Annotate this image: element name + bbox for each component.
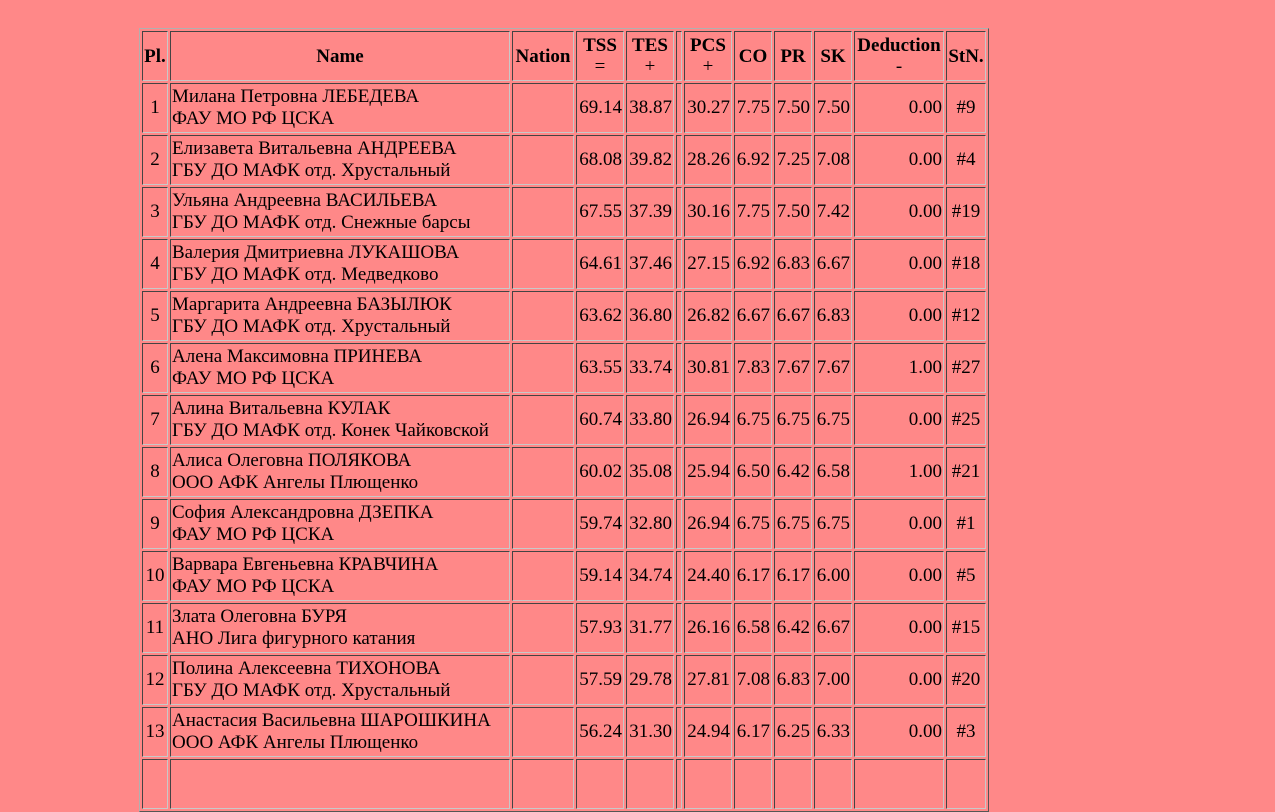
skater-club: АНО Лига фигурного катания (172, 628, 416, 649)
header-row (142, 31, 986, 81)
table-row (142, 759, 986, 809)
start-number-cell: #20 (946, 655, 986, 705)
tes-cell: 31.77 (626, 603, 674, 653)
table-row (142, 291, 986, 341)
start-number-cell: #3 (946, 707, 986, 757)
skater-name: Злата Олеговна БУРЯ (172, 606, 347, 627)
skater-name: Алиса Олеговна ПОЛЯКОВА (172, 450, 412, 471)
place-cell: 5 (142, 291, 168, 341)
skater-cell (170, 239, 510, 289)
tes-cell: 29.78 (626, 655, 674, 705)
sk-cell: 7.00 (814, 655, 852, 705)
pr-cell: 6.42 (774, 603, 812, 653)
nation-cell (512, 499, 574, 549)
pcs-cell: 27.81 (684, 655, 732, 705)
tes-cell: 33.74 (626, 343, 674, 393)
tss-cell: 69.14 (576, 83, 624, 133)
deduction-cell: 0.00 (854, 707, 944, 757)
table-row (142, 551, 986, 601)
header-gap (676, 31, 682, 81)
results-table-container (139, 28, 989, 812)
place-cell: 12 (142, 655, 168, 705)
start-number-cell: #4 (946, 135, 986, 185)
nation-cell (512, 135, 574, 185)
tss-cell: 67.55 (576, 187, 624, 237)
sk-cell: 6.33 (814, 707, 852, 757)
tes-cell: 38.87 (626, 83, 674, 133)
skater-name: Алена Максимовна ПРИНЕВА (172, 346, 423, 367)
tes-cell: 37.39 (626, 187, 674, 237)
skater-club: ГБУ ДО МАФК отд. Конек Чайковской (172, 420, 489, 441)
pcs-cell: 28.26 (684, 135, 732, 185)
tes-cell: 31.30 (626, 707, 674, 757)
deduction-cell: 0.00 (854, 499, 944, 549)
deduction-cell: 0.00 (854, 291, 944, 341)
header-start-number: StN. (946, 31, 986, 81)
co-cell: 7.83 (734, 343, 772, 393)
skater-cell (170, 707, 510, 757)
place-cell: 1 (142, 83, 168, 133)
results-table (139, 28, 989, 812)
header-pr: PR (774, 31, 812, 81)
skater-name: Маргарита Андреевна БАЗЫЛЮК (172, 294, 452, 315)
pr-cell: 6.83 (774, 239, 812, 289)
skater-cell (170, 655, 510, 705)
table-row (142, 707, 986, 757)
tss-cell: 60.02 (576, 447, 624, 497)
gap-cell (676, 707, 682, 757)
pr-cell: 6.17 (774, 551, 812, 601)
nation-cell (512, 291, 574, 341)
place-cell: 13 (142, 707, 168, 757)
header-pcs: PCS + (684, 31, 732, 81)
skater-name: Анастасия Васильевна ШАРОШКИНА (172, 710, 491, 731)
place-cell: 4 (142, 239, 168, 289)
nation-cell (512, 759, 574, 809)
co-cell: 6.92 (734, 239, 772, 289)
gap-cell (676, 239, 682, 289)
sk-cell: 6.67 (814, 239, 852, 289)
tes-cell: 35.08 (626, 447, 674, 497)
table-row (142, 187, 986, 237)
table-row (142, 83, 986, 133)
deduction-cell (854, 759, 944, 809)
pr-cell: 6.67 (774, 291, 812, 341)
deduction-cell: 0.00 (854, 551, 944, 601)
pcs-cell: 24.94 (684, 707, 732, 757)
skater-name: Милана Петровна ЛЕБЕДЕВА (172, 86, 420, 107)
start-number-cell (946, 759, 986, 809)
co-cell: 7.75 (734, 187, 772, 237)
tes-cell: 32.80 (626, 499, 674, 549)
sk-cell: 7.42 (814, 187, 852, 237)
sk-cell: 6.75 (814, 499, 852, 549)
header-place: Pl. (142, 31, 168, 81)
pr-cell: 7.25 (774, 135, 812, 185)
skater-cell (170, 603, 510, 653)
skater-cell (170, 759, 510, 809)
skater-club: ГБУ ДО МАФК отд. Хрустальный (172, 316, 451, 337)
start-number-cell: #9 (946, 83, 986, 133)
gap-cell (676, 83, 682, 133)
pcs-cell: 30.81 (684, 343, 732, 393)
pcs-cell: 30.27 (684, 83, 732, 133)
gap-cell (676, 603, 682, 653)
deduction-cell: 0.00 (854, 83, 944, 133)
skater-cell (170, 499, 510, 549)
start-number-cell: #27 (946, 343, 986, 393)
skater-cell (170, 343, 510, 393)
skater-club: ФАУ МО РФ ЦСКА (172, 108, 335, 129)
skater-cell (170, 83, 510, 133)
start-number-cell: #21 (946, 447, 986, 497)
sk-cell: 6.00 (814, 551, 852, 601)
gap-cell (676, 759, 682, 809)
skater-cell (170, 395, 510, 445)
co-cell: 6.92 (734, 135, 772, 185)
tss-cell: 59.14 (576, 551, 624, 601)
header-name: Name (170, 31, 510, 81)
deduction-cell: 0.00 (854, 187, 944, 237)
header-tss: TSS = (576, 31, 624, 81)
gap-cell (676, 395, 682, 445)
pcs-cell: 26.82 (684, 291, 732, 341)
pcs-cell (684, 759, 732, 809)
co-cell: 6.58 (734, 603, 772, 653)
nation-cell (512, 655, 574, 705)
tes-cell: 39.82 (626, 135, 674, 185)
nation-cell (512, 395, 574, 445)
co-cell: 6.17 (734, 551, 772, 601)
nation-cell (512, 551, 574, 601)
place-cell: 10 (142, 551, 168, 601)
skater-club: ГБУ ДО МАФК отд. Медведково (172, 264, 439, 285)
tss-cell (576, 759, 624, 809)
header-deduction: Deduction - (854, 31, 944, 81)
pr-cell: 6.75 (774, 395, 812, 445)
table-row (142, 499, 986, 549)
sk-cell (814, 759, 852, 809)
co-cell: 7.75 (734, 83, 772, 133)
skater-club: ООО АФК Ангелы Плющенко (172, 732, 419, 753)
tes-cell: 36.80 (626, 291, 674, 341)
header-nation: Nation (512, 31, 574, 81)
pr-cell: 6.25 (774, 707, 812, 757)
sk-cell: 6.83 (814, 291, 852, 341)
tss-cell: 56.24 (576, 707, 624, 757)
pr-cell: 7.50 (774, 83, 812, 133)
pcs-cell: 26.94 (684, 499, 732, 549)
deduction-cell: 1.00 (854, 447, 944, 497)
deduction-cell: 0.00 (854, 655, 944, 705)
pr-cell: 7.50 (774, 187, 812, 237)
deduction-cell: 0.00 (854, 135, 944, 185)
tes-cell: 34.74 (626, 551, 674, 601)
skater-cell (170, 135, 510, 185)
nation-cell (512, 239, 574, 289)
skater-cell (170, 291, 510, 341)
tss-cell: 68.08 (576, 135, 624, 185)
tes-cell: 33.80 (626, 395, 674, 445)
gap-cell (676, 187, 682, 237)
start-number-cell: #15 (946, 603, 986, 653)
nation-cell (512, 83, 574, 133)
place-cell: 3 (142, 187, 168, 237)
skater-name: Валерия Дмитриевна ЛУКАШОВА (172, 242, 460, 263)
table-row (142, 239, 986, 289)
tss-cell: 59.74 (576, 499, 624, 549)
gap-cell (676, 655, 682, 705)
skater-club: ФАУ МО РФ ЦСКА (172, 576, 335, 597)
co-cell: 6.67 (734, 291, 772, 341)
pcs-cell: 27.15 (684, 239, 732, 289)
pr-cell (774, 759, 812, 809)
tss-cell: 57.93 (576, 603, 624, 653)
pcs-cell: 30.16 (684, 187, 732, 237)
skater-name: Полина Алексеевна ТИХОНОВА (172, 658, 441, 679)
co-cell: 7.08 (734, 655, 772, 705)
table-row (142, 135, 986, 185)
pr-cell: 6.83 (774, 655, 812, 705)
start-number-cell: #25 (946, 395, 986, 445)
gap-cell (676, 135, 682, 185)
skater-cell (170, 187, 510, 237)
pr-cell: 7.67 (774, 343, 812, 393)
place-cell: 11 (142, 603, 168, 653)
sk-cell: 6.67 (814, 603, 852, 653)
tss-cell: 60.74 (576, 395, 624, 445)
place-cell (142, 759, 168, 809)
pr-cell: 6.75 (774, 499, 812, 549)
header-co: CO (734, 31, 772, 81)
pr-cell: 6.42 (774, 447, 812, 497)
gap-cell (676, 343, 682, 393)
skater-club: ООО АФК Ангелы Плющенко (172, 472, 419, 493)
header-tes: TES + (626, 31, 674, 81)
skater-club: ФАУ МО РФ ЦСКА (172, 368, 335, 389)
pcs-cell: 26.94 (684, 395, 732, 445)
skater-cell (170, 447, 510, 497)
start-number-cell: #5 (946, 551, 986, 601)
tss-cell: 63.62 (576, 291, 624, 341)
co-cell: 6.17 (734, 707, 772, 757)
header-sk: SK (814, 31, 852, 81)
start-number-cell: #18 (946, 239, 986, 289)
nation-cell (512, 707, 574, 757)
skater-club: ГБУ ДО МАФК отд. Хрустальный (172, 680, 451, 701)
skater-name: Елизавета Витальевна АНДРЕЕВА (172, 138, 457, 159)
start-number-cell: #12 (946, 291, 986, 341)
deduction-cell: 0.00 (854, 603, 944, 653)
deduction-cell: 0.00 (854, 239, 944, 289)
co-cell (734, 759, 772, 809)
start-number-cell: #19 (946, 187, 986, 237)
skater-cell (170, 551, 510, 601)
table-row (142, 447, 986, 497)
co-cell: 6.50 (734, 447, 772, 497)
co-cell: 6.75 (734, 395, 772, 445)
skater-club: ГБУ ДО МАФК отд. Хрустальный (172, 160, 451, 181)
tes-cell: 37.46 (626, 239, 674, 289)
place-cell: 2 (142, 135, 168, 185)
pcs-cell: 25.94 (684, 447, 732, 497)
results-body (142, 83, 986, 809)
pcs-cell: 24.40 (684, 551, 732, 601)
table-row (142, 343, 986, 393)
place-cell: 9 (142, 499, 168, 549)
deduction-cell: 1.00 (854, 343, 944, 393)
deduction-cell: 0.00 (854, 395, 944, 445)
tss-cell: 57.59 (576, 655, 624, 705)
skater-name: Алина Витальевна КУЛАК (172, 398, 391, 419)
sk-cell: 7.08 (814, 135, 852, 185)
nation-cell (512, 447, 574, 497)
table-row (142, 395, 986, 445)
sk-cell: 7.50 (814, 83, 852, 133)
sk-cell: 7.67 (814, 343, 852, 393)
place-cell: 7 (142, 395, 168, 445)
nation-cell (512, 603, 574, 653)
table-row (142, 655, 986, 705)
skater-name: Ульяна Андреевна ВАСИЛЬЕВА (172, 190, 438, 211)
skater-club: ГБУ ДО МАФК отд. Снежные барсы (172, 212, 471, 233)
nation-cell (512, 343, 574, 393)
tes-cell (626, 759, 674, 809)
gap-cell (676, 447, 682, 497)
tss-cell: 64.61 (576, 239, 624, 289)
gap-cell (676, 551, 682, 601)
skater-club: ФАУ МО РФ ЦСКА (172, 524, 335, 545)
start-number-cell: #1 (946, 499, 986, 549)
sk-cell: 6.58 (814, 447, 852, 497)
gap-cell (676, 499, 682, 549)
place-cell: 6 (142, 343, 168, 393)
table-row (142, 603, 986, 653)
skater-name: Варвара Евгеньевна КРАВЧИНА (172, 554, 439, 575)
sk-cell: 6.75 (814, 395, 852, 445)
gap-cell (676, 291, 682, 341)
place-cell: 8 (142, 447, 168, 497)
nation-cell (512, 187, 574, 237)
tss-cell: 63.55 (576, 343, 624, 393)
skater-name: София Александровна ДЗЕПКА (172, 502, 434, 523)
co-cell: 6.75 (734, 499, 772, 549)
pcs-cell: 26.16 (684, 603, 732, 653)
